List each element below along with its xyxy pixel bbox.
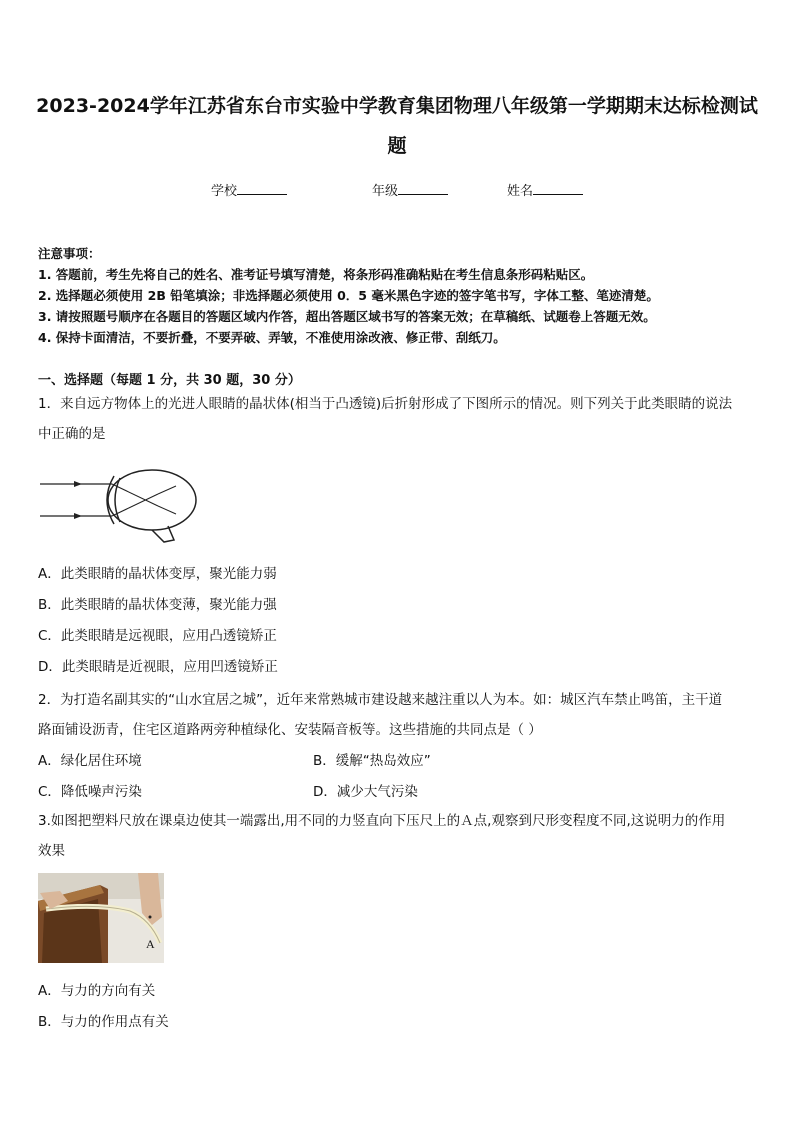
school-label: 学校: [211, 184, 238, 199]
question-2-stem: [38, 685, 760, 745]
question-2-option-a: A．绿化居住环境: [38, 753, 142, 769]
question-3-stem-line-1: 3.如图把塑料尺放在课桌边使其一端露出,用不同的力竖直向下压尺上的Ａ点,观察到尺形变程度不同,这说明力的作用: [38, 813, 726, 829]
section-title: 一、选择题（每题 1 分，共 30 题，30 分）: [38, 373, 301, 388]
school-field: [211, 180, 287, 199]
question-3-option-b: B．与力的作用点有关: [38, 1014, 169, 1030]
school-blank: [237, 182, 287, 195]
question-2-stem-line-2: 路面铺设沥青，住宅区道路两旁种植绿化、安装隔音板等。这些措施的共同点是（ ）: [38, 722, 542, 738]
question-1-option-a: A．此类眼睛的晶状体变厚，聚光能力弱: [38, 566, 277, 582]
question-1-option-d: D．此类眼睛是近视眼，应用凹透镜矫正: [38, 659, 278, 675]
question-1-option-b: B．此类眼睛的晶状体变薄，聚光能力强: [38, 597, 277, 613]
ruler-photo: [38, 873, 164, 963]
question-2-option-b: B．缓解“热岛效应”: [313, 753, 431, 769]
exam-title: [30, 86, 764, 166]
question-2-option-d: D．减少大气污染: [313, 784, 418, 800]
title-line-2: 题: [387, 135, 407, 157]
question-1-stem-line-1: 1．来自远方物体上的光进人眼睛的晶状体(相当于凸透镜)后折射形成了下图所示的情况。则下列关于此类眼睛的说法: [38, 396, 733, 412]
question-2-stem-line-1: 2．为打造名副其实的“山水宜居之城”，近年来常熟城市建设越来越注重以人为本。如：城区汽车禁止鸣笛，主干道: [38, 692, 723, 708]
question-1-stem-line-2: 中正确的是: [38, 426, 106, 442]
grade-label: 年级: [372, 184, 399, 199]
grade-field: [372, 180, 448, 199]
point-a-label: A: [146, 937, 155, 951]
name-label: 姓名: [507, 184, 534, 199]
eye-diagram: [40, 466, 200, 546]
name-blank: [533, 182, 583, 195]
question-2-option-c: C．降低噪声污染: [38, 784, 142, 800]
question-3-stem: [38, 806, 760, 866]
grade-blank: [398, 182, 448, 195]
notice-item-3: 3. 请按照题号顺序在各题目的答题区域内作答，超出答题区域书写的答案无效；在草稿纸、试题卷上答题无效。: [38, 309, 656, 324]
name-field: [507, 180, 583, 199]
question-1-option-c: C．此类眼睛是远视眼，应用凸透镜矫正: [38, 628, 277, 644]
question-3-option-a: A．与力的方向有关: [38, 983, 156, 999]
notice-item-2: 2. 选择题必须使用 2B 铅笔填涂；非选择题必须使用 0．5 毫米黑色字迹的签字笔书写，字体工整、笔迹清楚。: [38, 288, 659, 303]
question-1-stem: [38, 389, 760, 449]
title-line-1: 2023-2024学年江苏省东台市实验中学教育集团物理八年级第一学期期末达标检测试: [36, 95, 758, 117]
notice-heading: 注意事项：: [38, 246, 101, 261]
notice-item-1: 1. 答题前，考生先将自己的姓名、准考证号填写清楚，将条形码准确粘贴在考生信息条形码粘贴区。: [38, 267, 594, 282]
notice-item-4: 4. 保持卡面清洁，不要折叠，不要弄破、弄皱，不准使用涂改液、修正带、刮纸刀。: [38, 330, 506, 345]
question-3-stem-line-2: 效果: [38, 843, 65, 859]
